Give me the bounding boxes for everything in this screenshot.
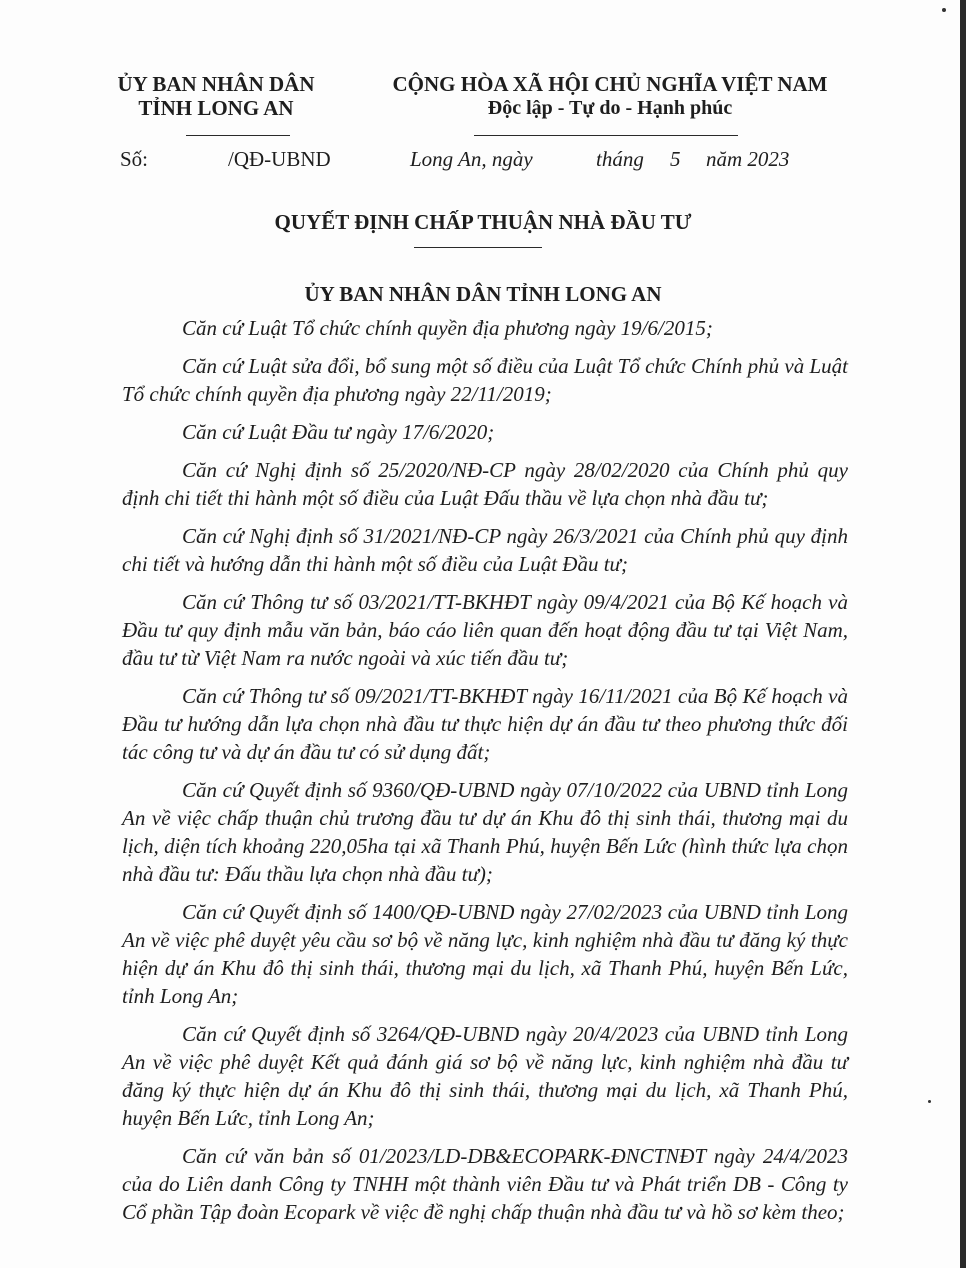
legal-basis-paragraph: Căn cứ văn bản số 01/2023/LD-DB&ECOPARK-ĐNCTNĐT ngày 24/4/2023 của do Liên danh Công ty TNHH một thành viên Đầu tư và Phát triển DB - Công ty Cổ phần Tập đoàn Ecopark về việc đề nghị chấp thuận nhà đầu tư và hồ sơ kèm theo; — [122, 1144, 848, 1224]
doc-number-label: Số: — [120, 147, 149, 171]
national-header — [360, 72, 860, 120]
legal-basis-paragraph: Căn cứ Quyết định số 3264/QĐ-UBND ngày 20/4/2023 của UBND tỉnh Long An về việc phê duyệt Kết quả đánh giá sơ bộ về năng lực, kinh nghiệm nhà đầu tư đăng ký thực hiện dự án Khu đô thị sinh thái, thương mại du lịch, xã Thanh Phú, huyện Bến Lức, tỉnh Long An; — [122, 1022, 848, 1130]
scan-speck — [942, 8, 946, 12]
issuing-authority — [100, 72, 332, 120]
national-motto: Độc lập - Tự do - Hạnh phúc — [487, 97, 733, 119]
title-underline — [414, 247, 542, 248]
legal-basis-paragraph: Căn cứ Thông tư số 03/2021/TT-BKHĐT ngày 09/4/2021 của Bộ Kế hoạch và Đầu tư quy định mẫu văn bản, báo cáo liên quan đến hoạt động đầu tư tại Việt Nam, đầu tư từ Việt Nam ra nước ngoài và xúc tiến đầu tư; — [122, 590, 848, 670]
scan-edge — [960, 0, 966, 1268]
doc-number-suffix: /QĐ-UBND — [228, 147, 331, 171]
legal-basis-paragraph: Căn cứ Nghị định số 25/2020/NĐ-CP ngày 28/02/2020 của Chính phủ quy định chi tiết thi hành một số điều của Luật Đấu thầu về lựa chọn nhà đầu tư; — [122, 458, 848, 510]
legal-basis-paragraph: Căn cứ Quyết định số 9360/QĐ-UBND ngày 07/10/2022 của UBND tỉnh Long An về việc chấp thuận chủ trương đầu tư dự án Khu đô thị sinh thái, thương mại du lịch, diện tích khoảng 220,05ha tại xã Thanh Phú, huyện Bến Lức (hình thức lựa chọn nhà đầu tư: Đấu thầu lựa chọn nhà đầu tư); — [122, 778, 848, 886]
legal-basis-paragraph: Căn cứ Luật sửa đổi, bổ sung một số điều của Luật Tổ chức Chính phủ và Luật Tổ chức chính quyền địa phương ngày 22/11/2019; — [122, 354, 848, 406]
legal-basis-paragraph: Căn cứ Nghị định số 31/2021/NĐ-CP ngày 26/3/2021 của Chính phủ quy định chi tiết và hướng dẫn thi hành một số điều của Luật Đầu tư; — [122, 524, 848, 576]
legal-basis-paragraph: Căn cứ Quyết định số 1400/QĐ-UBND ngày 27/02/2023 của UBND tỉnh Long An về việc phê duyệt yêu cầu sơ bộ về năng lực, kinh nghiệm nhà đầu tư đăng ký thực hiện dự án Khu đô thị sinh thái, thương mại du lịch, xã Thanh Phú, huyện Bến Lức, tỉnh Long An; — [122, 900, 848, 1008]
legal-basis-paragraph: Căn cứ Thông tư số 09/2021/TT-BKHĐT ngày 16/11/2021 của Bộ Kế hoạch và Đầu tư hướng dẫn lựa chọn nhà đầu tư thực hiện dự án đầu tư theo phương thức đối tác công tư và dự án đầu tư có sử dụng đất; — [122, 684, 848, 764]
date-year: năm 2023 — [706, 147, 790, 171]
date-place: Long An, ngày — [410, 147, 533, 171]
scan-speck — [928, 1100, 931, 1103]
authority-line-1: ỦY BAN NHÂN DÂN — [117, 72, 315, 96]
legal-basis-paragraph: Căn cứ Luật Đầu tư ngày 17/6/2020; — [182, 420, 495, 444]
document-title: QUYẾT ĐỊNH CHẤP THUẬN NHÀ ĐẦU TƯ — [274, 210, 692, 234]
authority-line-2: TỈNH LONG AN — [138, 96, 294, 120]
legal-basis-paragraph: Căn cứ Luật Tổ chức chính quyền địa phương ngày 19/6/2015; — [182, 316, 713, 340]
nation-name: CỘNG HÒA XÃ HỘI CHỦ NGHĨA VIỆT NAM — [392, 72, 828, 96]
issuer-heading: ỦY BAN NHÂN DÂN TỈNH LONG AN — [304, 282, 662, 306]
legal-basis-list — [122, 314, 848, 1236]
motto-underline — [474, 135, 738, 136]
date-month-label: tháng — [596, 147, 644, 171]
date-month-value: 5 — [670, 147, 681, 171]
authority-underline — [186, 135, 290, 136]
